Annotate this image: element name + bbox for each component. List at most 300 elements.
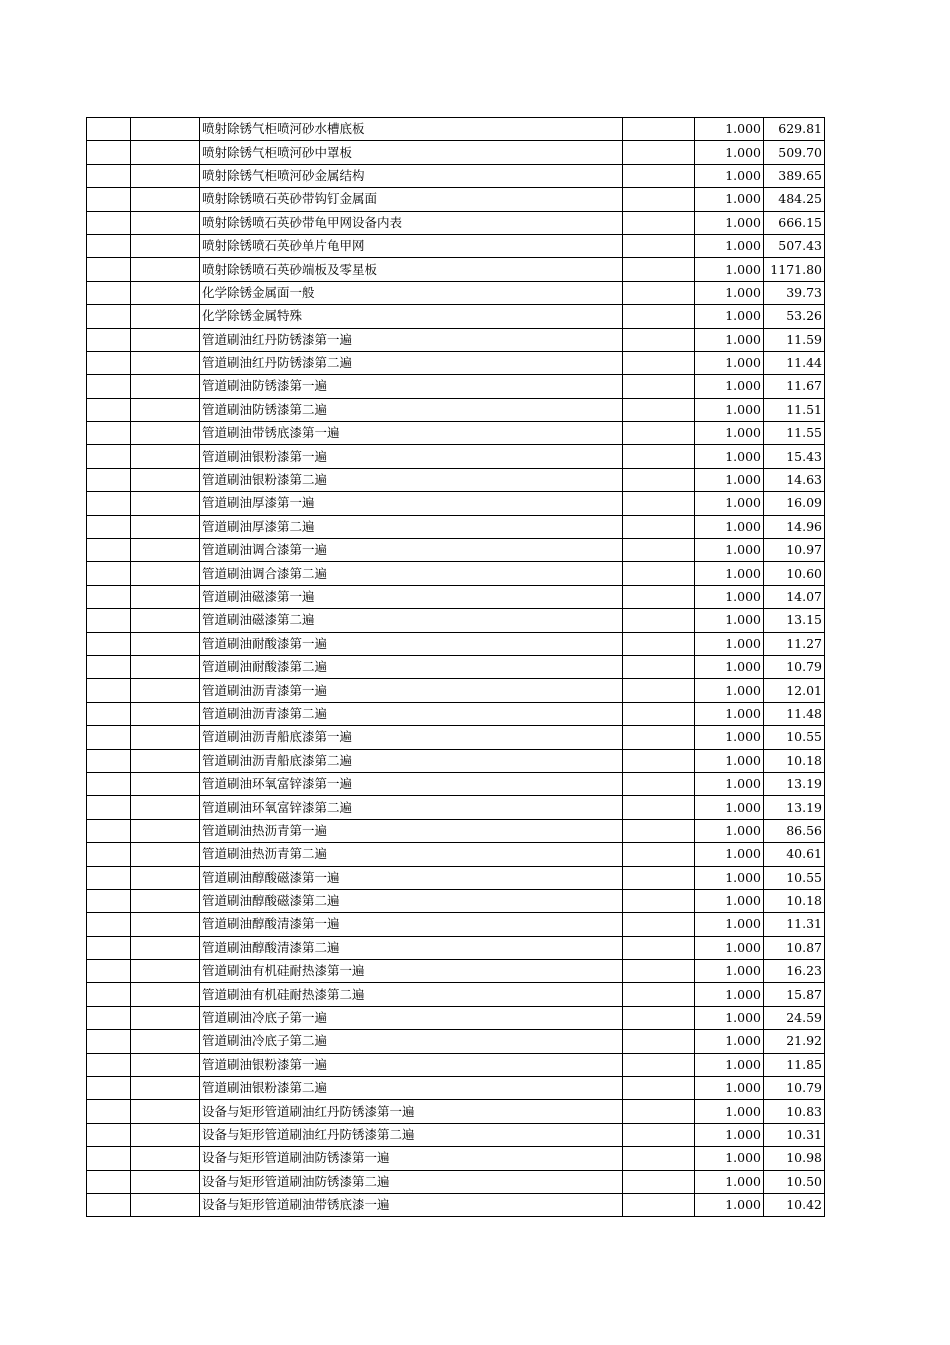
blank-cell-b[interactable] bbox=[131, 351, 200, 374]
price-table bbox=[86, 117, 825, 1217]
item-name-cell[interactable]: 管道刷油调合漆第二遍 bbox=[200, 562, 623, 585]
quantity-cell[interactable]: 1.000 bbox=[695, 281, 764, 304]
blank-cell-d[interactable] bbox=[623, 539, 695, 562]
blank-cell-d[interactable] bbox=[623, 1147, 695, 1170]
blank-cell-b[interactable] bbox=[131, 492, 200, 515]
blank-cell-d[interactable] bbox=[623, 726, 695, 749]
blank-cell-b[interactable] bbox=[131, 1123, 200, 1146]
blank-cell-b[interactable] bbox=[131, 655, 200, 678]
blank-cell-a[interactable] bbox=[87, 983, 131, 1006]
table-row bbox=[87, 188, 825, 211]
quantity-cell[interactable]: 1.000 bbox=[695, 398, 764, 421]
quantity-cell[interactable]: 1.000 bbox=[695, 1123, 764, 1146]
blank-cell-a[interactable] bbox=[87, 422, 131, 445]
blank-cell-b[interactable] bbox=[131, 515, 200, 538]
price-cell[interactable]: 10.79 bbox=[764, 655, 825, 678]
table-row bbox=[87, 1053, 825, 1076]
blank-cell-a[interactable] bbox=[87, 141, 131, 164]
quantity-cell[interactable]: 1.000 bbox=[695, 609, 764, 632]
blank-cell-b[interactable] bbox=[131, 843, 200, 866]
quantity-cell[interactable]: 1.000 bbox=[695, 539, 764, 562]
blank-cell-b[interactable] bbox=[131, 1053, 200, 1076]
item-name-cell[interactable]: 喷射除锈喷石英砂单片龟甲网 bbox=[200, 234, 623, 257]
blank-cell-b[interactable] bbox=[131, 398, 200, 421]
price-cell[interactable]: 11.48 bbox=[764, 702, 825, 725]
price-cell[interactable]: 10.18 bbox=[764, 749, 825, 772]
blank-cell-b[interactable] bbox=[131, 281, 200, 304]
quantity-cell[interactable]: 1.000 bbox=[695, 188, 764, 211]
quantity-cell[interactable]: 1.000 bbox=[695, 819, 764, 842]
quantity-cell[interactable]: 1.000 bbox=[695, 492, 764, 515]
quantity-cell[interactable]: 1.000 bbox=[695, 702, 764, 725]
item-name-cell[interactable]: 管道刷油带锈底漆第一遍 bbox=[200, 422, 623, 445]
item-name-cell[interactable]: 设备与矩形管道刷油红丹防锈漆第二遍 bbox=[200, 1123, 623, 1146]
blank-cell-d[interactable] bbox=[623, 936, 695, 959]
blank-cell-a[interactable] bbox=[87, 1147, 131, 1170]
blank-cell-d[interactable] bbox=[623, 211, 695, 234]
price-cell[interactable]: 10.55 bbox=[764, 866, 825, 889]
quantity-cell[interactable]: 1.000 bbox=[695, 796, 764, 819]
item-name-cell[interactable]: 管道刷油红丹防锈漆第一遍 bbox=[200, 328, 623, 351]
blank-cell-a[interactable] bbox=[87, 375, 131, 398]
blank-cell-a[interactable] bbox=[87, 164, 131, 187]
price-cell[interactable]: 40.61 bbox=[764, 843, 825, 866]
item-name-cell[interactable]: 管道刷油热沥青第一遍 bbox=[200, 819, 623, 842]
quantity-cell[interactable]: 1.000 bbox=[695, 1100, 764, 1123]
price-cell[interactable]: 10.87 bbox=[764, 936, 825, 959]
blank-cell-b[interactable] bbox=[131, 211, 200, 234]
item-name-cell[interactable]: 管道刷油醇酸清漆第二遍 bbox=[200, 936, 623, 959]
blank-cell-a[interactable] bbox=[87, 796, 131, 819]
blank-cell-d[interactable] bbox=[623, 422, 695, 445]
blank-cell-d[interactable] bbox=[623, 1053, 695, 1076]
blank-cell-a[interactable] bbox=[87, 726, 131, 749]
price-cell[interactable]: 11.59 bbox=[764, 328, 825, 351]
blank-cell-b[interactable] bbox=[131, 375, 200, 398]
blank-cell-b[interactable] bbox=[131, 702, 200, 725]
quantity-cell[interactable]: 1.000 bbox=[695, 889, 764, 912]
item-name-cell[interactable]: 化学除锈金属面一般 bbox=[200, 281, 623, 304]
blank-cell-b[interactable] bbox=[131, 796, 200, 819]
blank-cell-b[interactable] bbox=[131, 1077, 200, 1100]
quantity-cell[interactable]: 1.000 bbox=[695, 1193, 764, 1216]
quantity-cell[interactable]: 1.000 bbox=[695, 445, 764, 468]
table-row bbox=[87, 1030, 825, 1053]
quantity-cell[interactable]: 1.000 bbox=[695, 1030, 764, 1053]
blank-cell-a[interactable] bbox=[87, 1053, 131, 1076]
quantity-cell[interactable]: 1.000 bbox=[695, 1147, 764, 1170]
blank-cell-d[interactable] bbox=[623, 118, 695, 141]
blank-cell-b[interactable] bbox=[131, 422, 200, 445]
blank-cell-d[interactable] bbox=[623, 609, 695, 632]
item-name-cell[interactable]: 管道刷油醇酸清漆第一遍 bbox=[200, 913, 623, 936]
quantity-cell[interactable]: 1.000 bbox=[695, 1077, 764, 1100]
blank-cell-a[interactable] bbox=[87, 889, 131, 912]
quantity-cell[interactable]: 1.000 bbox=[695, 679, 764, 702]
item-name-cell[interactable]: 管道刷油磁漆第二遍 bbox=[200, 609, 623, 632]
blank-cell-d[interactable] bbox=[623, 1170, 695, 1193]
quantity-cell[interactable]: 1.000 bbox=[695, 351, 764, 374]
blank-cell-b[interactable] bbox=[131, 1100, 200, 1123]
blank-cell-d[interactable] bbox=[623, 515, 695, 538]
quantity-cell[interactable]: 1.000 bbox=[695, 1006, 764, 1029]
blank-cell-d[interactable] bbox=[623, 1030, 695, 1053]
blank-cell-d[interactable] bbox=[623, 796, 695, 819]
item-name-cell[interactable]: 管道刷油沥青船底漆第一遍 bbox=[200, 726, 623, 749]
blank-cell-a[interactable] bbox=[87, 749, 131, 772]
blank-cell-d[interactable] bbox=[623, 375, 695, 398]
quantity-cell[interactable]: 1.000 bbox=[695, 655, 764, 678]
blank-cell-d[interactable] bbox=[623, 141, 695, 164]
price-cell[interactable]: 389.65 bbox=[764, 164, 825, 187]
item-name-cell[interactable]: 喷射除锈喷石英砂带钩钉金属面 bbox=[200, 188, 623, 211]
price-cell[interactable]: 12.01 bbox=[764, 679, 825, 702]
table-row bbox=[87, 562, 825, 585]
blank-cell-b[interactable] bbox=[131, 1193, 200, 1216]
table-row bbox=[87, 258, 825, 281]
blank-cell-d[interactable] bbox=[623, 188, 695, 211]
quantity-cell[interactable]: 1.000 bbox=[695, 422, 764, 445]
blank-cell-a[interactable] bbox=[87, 188, 131, 211]
blank-cell-a[interactable] bbox=[87, 492, 131, 515]
blank-cell-b[interactable] bbox=[131, 468, 200, 491]
blank-cell-a[interactable] bbox=[87, 960, 131, 983]
quantity-cell[interactable]: 1.000 bbox=[695, 585, 764, 608]
item-name-cell[interactable]: 喷射除锈喷石英砂端板及零星板 bbox=[200, 258, 623, 281]
item-name-cell[interactable]: 管道刷油冷底子第二遍 bbox=[200, 1030, 623, 1053]
blank-cell-b[interactable] bbox=[131, 960, 200, 983]
blank-cell-a[interactable] bbox=[87, 1030, 131, 1053]
blank-cell-a[interactable] bbox=[87, 351, 131, 374]
price-cell[interactable]: 11.31 bbox=[764, 913, 825, 936]
item-name-cell[interactable]: 管道刷油沥青漆第一遍 bbox=[200, 679, 623, 702]
item-name-cell[interactable]: 管道刷油醇酸磁漆第一遍 bbox=[200, 866, 623, 889]
table-row bbox=[87, 351, 825, 374]
item-name-cell[interactable]: 设备与矩形管道刷油防锈漆第二遍 bbox=[200, 1170, 623, 1193]
quantity-cell[interactable]: 1.000 bbox=[695, 328, 764, 351]
blank-cell-a[interactable] bbox=[87, 655, 131, 678]
price-cell[interactable]: 15.87 bbox=[764, 983, 825, 1006]
table-row bbox=[87, 1147, 825, 1170]
blank-cell-d[interactable] bbox=[623, 702, 695, 725]
price-cell[interactable]: 10.98 bbox=[764, 1147, 825, 1170]
table-row bbox=[87, 796, 825, 819]
blank-cell-a[interactable] bbox=[87, 609, 131, 632]
blank-cell-a[interactable] bbox=[87, 702, 131, 725]
blank-cell-d[interactable] bbox=[623, 679, 695, 702]
quantity-cell[interactable]: 1.000 bbox=[695, 749, 764, 772]
blank-cell-b[interactable] bbox=[131, 1147, 200, 1170]
price-cell[interactable]: 10.42 bbox=[764, 1193, 825, 1216]
blank-cell-d[interactable] bbox=[623, 445, 695, 468]
item-name-cell[interactable]: 喷射除锈喷石英砂带龟甲网设备内表 bbox=[200, 211, 623, 234]
blank-cell-a[interactable] bbox=[87, 585, 131, 608]
quantity-cell[interactable]: 1.000 bbox=[695, 234, 764, 257]
blank-cell-b[interactable] bbox=[131, 234, 200, 257]
table-row bbox=[87, 655, 825, 678]
blank-cell-d[interactable] bbox=[623, 1006, 695, 1029]
quantity-cell[interactable]: 1.000 bbox=[695, 913, 764, 936]
price-cell[interactable]: 1171.80 bbox=[764, 258, 825, 281]
blank-cell-b[interactable] bbox=[131, 819, 200, 842]
blank-cell-d[interactable] bbox=[623, 164, 695, 187]
item-name-cell[interactable]: 喷射除锈气柜喷河砂中罩板 bbox=[200, 141, 623, 164]
blank-cell-d[interactable] bbox=[623, 1077, 695, 1100]
item-name-cell[interactable]: 管道刷油耐酸漆第一遍 bbox=[200, 632, 623, 655]
item-name-cell[interactable]: 管道刷油环氧富锌漆第二遍 bbox=[200, 796, 623, 819]
blank-cell-a[interactable] bbox=[87, 1193, 131, 1216]
item-name-cell[interactable]: 管道刷油沥青船底漆第二遍 bbox=[200, 749, 623, 772]
price-cell[interactable]: 14.96 bbox=[764, 515, 825, 538]
price-cell[interactable]: 11.27 bbox=[764, 632, 825, 655]
blank-cell-d[interactable] bbox=[623, 258, 695, 281]
blank-cell-d[interactable] bbox=[623, 234, 695, 257]
blank-cell-b[interactable] bbox=[131, 609, 200, 632]
blank-cell-b[interactable] bbox=[131, 1030, 200, 1053]
item-name-cell[interactable]: 管道刷油磁漆第一遍 bbox=[200, 585, 623, 608]
blank-cell-a[interactable] bbox=[87, 772, 131, 795]
price-cell[interactable]: 10.83 bbox=[764, 1100, 825, 1123]
quantity-cell[interactable]: 1.000 bbox=[695, 960, 764, 983]
blank-cell-d[interactable] bbox=[623, 468, 695, 491]
table-row bbox=[87, 1123, 825, 1146]
price-cell[interactable]: 10.97 bbox=[764, 539, 825, 562]
price-cell[interactable]: 15.43 bbox=[764, 445, 825, 468]
price-cell[interactable]: 11.51 bbox=[764, 398, 825, 421]
blank-cell-a[interactable] bbox=[87, 258, 131, 281]
blank-cell-a[interactable] bbox=[87, 234, 131, 257]
item-name-cell[interactable]: 管道刷油调合漆第一遍 bbox=[200, 539, 623, 562]
quantity-cell[interactable]: 1.000 bbox=[695, 726, 764, 749]
blank-cell-b[interactable] bbox=[131, 188, 200, 211]
quantity-cell[interactable]: 1.000 bbox=[695, 562, 764, 585]
blank-cell-b[interactable] bbox=[131, 1006, 200, 1029]
blank-cell-d[interactable] bbox=[623, 819, 695, 842]
blank-cell-d[interactable] bbox=[623, 1100, 695, 1123]
blank-cell-a[interactable] bbox=[87, 468, 131, 491]
quantity-cell[interactable]: 1.000 bbox=[695, 515, 764, 538]
price-cell[interactable]: 10.18 bbox=[764, 889, 825, 912]
blank-cell-b[interactable] bbox=[131, 445, 200, 468]
price-cell[interactable]: 484.25 bbox=[764, 188, 825, 211]
price-cell[interactable]: 86.56 bbox=[764, 819, 825, 842]
item-name-cell[interactable]: 管道刷油防锈漆第一遍 bbox=[200, 375, 623, 398]
item-name-cell[interactable]: 管道刷油醇酸磁漆第二遍 bbox=[200, 889, 623, 912]
quantity-cell[interactable]: 1.000 bbox=[695, 211, 764, 234]
blank-cell-d[interactable] bbox=[623, 328, 695, 351]
price-cell[interactable]: 10.31 bbox=[764, 1123, 825, 1146]
table-row bbox=[87, 1006, 825, 1029]
blank-cell-b[interactable] bbox=[131, 328, 200, 351]
quantity-cell[interactable]: 1.000 bbox=[695, 1170, 764, 1193]
table-row bbox=[87, 234, 825, 257]
item-name-cell[interactable]: 管道刷油银粉漆第一遍 bbox=[200, 1053, 623, 1076]
blank-cell-d[interactable] bbox=[623, 889, 695, 912]
item-name-cell[interactable]: 管道刷油银粉漆第二遍 bbox=[200, 468, 623, 491]
price-cell[interactable]: 11.85 bbox=[764, 1053, 825, 1076]
blank-cell-a[interactable] bbox=[87, 328, 131, 351]
blank-cell-d[interactable] bbox=[623, 843, 695, 866]
item-name-cell[interactable]: 管道刷油银粉漆第一遍 bbox=[200, 445, 623, 468]
price-cell[interactable]: 14.07 bbox=[764, 585, 825, 608]
item-name-cell[interactable]: 管道刷油厚漆第二遍 bbox=[200, 515, 623, 538]
price-cell[interactable]: 507.43 bbox=[764, 234, 825, 257]
quantity-cell[interactable]: 1.000 bbox=[695, 141, 764, 164]
blank-cell-d[interactable] bbox=[623, 1123, 695, 1146]
blank-cell-d[interactable] bbox=[623, 398, 695, 421]
item-name-cell[interactable]: 管道刷油冷底子第一遍 bbox=[200, 1006, 623, 1029]
blank-cell-b[interactable] bbox=[131, 936, 200, 959]
item-name-cell[interactable]: 管道刷油银粉漆第二遍 bbox=[200, 1077, 623, 1100]
blank-cell-d[interactable] bbox=[623, 655, 695, 678]
price-cell[interactable]: 14.63 bbox=[764, 468, 825, 491]
blank-cell-a[interactable] bbox=[87, 1077, 131, 1100]
blank-cell-d[interactable] bbox=[623, 305, 695, 328]
blank-cell-d[interactable] bbox=[623, 749, 695, 772]
quantity-cell[interactable]: 1.000 bbox=[695, 983, 764, 1006]
price-cell[interactable]: 53.26 bbox=[764, 305, 825, 328]
price-cell[interactable]: 629.81 bbox=[764, 118, 825, 141]
table-row bbox=[87, 422, 825, 445]
blank-cell-b[interactable] bbox=[131, 539, 200, 562]
price-cell[interactable]: 11.55 bbox=[764, 422, 825, 445]
quantity-cell[interactable]: 1.000 bbox=[695, 632, 764, 655]
price-cell[interactable]: 13.19 bbox=[764, 772, 825, 795]
item-name-cell[interactable]: 管道刷油沥青漆第二遍 bbox=[200, 702, 623, 725]
blank-cell-a[interactable] bbox=[87, 305, 131, 328]
blank-cell-a[interactable] bbox=[87, 515, 131, 538]
quantity-cell[interactable]: 1.000 bbox=[695, 118, 764, 141]
blank-cell-b[interactable] bbox=[131, 726, 200, 749]
blank-cell-b[interactable] bbox=[131, 305, 200, 328]
price-cell[interactable]: 13.15 bbox=[764, 609, 825, 632]
blank-cell-a[interactable] bbox=[87, 211, 131, 234]
item-name-cell[interactable]: 管道刷油热沥青第二遍 bbox=[200, 843, 623, 866]
item-name-cell[interactable]: 管道刷油有机硅耐热漆第二遍 bbox=[200, 983, 623, 1006]
blank-cell-b[interactable] bbox=[131, 983, 200, 1006]
blank-cell-a[interactable] bbox=[87, 866, 131, 889]
blank-cell-a[interactable] bbox=[87, 539, 131, 562]
item-name-cell[interactable]: 喷射除锈气柜喷河砂金属结构 bbox=[200, 164, 623, 187]
blank-cell-b[interactable] bbox=[131, 913, 200, 936]
quantity-cell[interactable]: 1.000 bbox=[695, 936, 764, 959]
item-name-cell[interactable]: 设备与矩形管道刷油防锈漆第一遍 bbox=[200, 1147, 623, 1170]
quantity-cell[interactable]: 1.000 bbox=[695, 375, 764, 398]
price-cell[interactable]: 666.15 bbox=[764, 211, 825, 234]
blank-cell-a[interactable] bbox=[87, 445, 131, 468]
item-name-cell[interactable]: 管道刷油红丹防锈漆第二遍 bbox=[200, 351, 623, 374]
item-name-cell[interactable]: 喷射除锈气柜喷河砂水槽底板 bbox=[200, 118, 623, 141]
price-cell[interactable]: 509.70 bbox=[764, 141, 825, 164]
quantity-cell[interactable]: 1.000 bbox=[695, 258, 764, 281]
blank-cell-d[interactable] bbox=[623, 281, 695, 304]
blank-cell-a[interactable] bbox=[87, 398, 131, 421]
item-name-cell[interactable]: 管道刷油环氧富锌漆第一遍 bbox=[200, 772, 623, 795]
blank-cell-b[interactable] bbox=[131, 1170, 200, 1193]
quantity-cell[interactable]: 1.000 bbox=[695, 305, 764, 328]
blank-cell-b[interactable] bbox=[131, 889, 200, 912]
blank-cell-a[interactable] bbox=[87, 843, 131, 866]
blank-cell-a[interactable] bbox=[87, 1006, 131, 1029]
blank-cell-b[interactable] bbox=[131, 141, 200, 164]
blank-cell-b[interactable] bbox=[131, 585, 200, 608]
blank-cell-d[interactable] bbox=[623, 1193, 695, 1216]
item-name-cell[interactable]: 管道刷油厚漆第一遍 bbox=[200, 492, 623, 515]
quantity-cell[interactable]: 1.000 bbox=[695, 772, 764, 795]
price-cell[interactable]: 16.23 bbox=[764, 960, 825, 983]
blank-cell-d[interactable] bbox=[623, 351, 695, 374]
blank-cell-b[interactable] bbox=[131, 679, 200, 702]
quantity-cell[interactable]: 1.000 bbox=[695, 843, 764, 866]
blank-cell-d[interactable] bbox=[623, 772, 695, 795]
blank-cell-b[interactable] bbox=[131, 632, 200, 655]
item-name-cell[interactable]: 管道刷油耐酸漆第二遍 bbox=[200, 655, 623, 678]
price-cell[interactable]: 21.92 bbox=[764, 1030, 825, 1053]
item-name-cell[interactable]: 设备与矩形管道刷油红丹防锈漆第一遍 bbox=[200, 1100, 623, 1123]
item-name-cell[interactable]: 管道刷油有机硅耐热漆第一遍 bbox=[200, 960, 623, 983]
item-name-cell[interactable]: 化学除锈金属特殊 bbox=[200, 305, 623, 328]
blank-cell-a[interactable] bbox=[87, 118, 131, 141]
price-cell[interactable]: 13.19 bbox=[764, 796, 825, 819]
price-table-body bbox=[87, 118, 825, 1217]
blank-cell-a[interactable] bbox=[87, 819, 131, 842]
price-cell[interactable]: 10.55 bbox=[764, 726, 825, 749]
blank-cell-b[interactable] bbox=[131, 562, 200, 585]
blank-cell-a[interactable] bbox=[87, 632, 131, 655]
blank-cell-b[interactable] bbox=[131, 749, 200, 772]
blank-cell-d[interactable] bbox=[623, 983, 695, 1006]
price-cell[interactable]: 10.60 bbox=[764, 562, 825, 585]
blank-cell-d[interactable] bbox=[623, 960, 695, 983]
price-cell[interactable]: 11.44 bbox=[764, 351, 825, 374]
blank-cell-a[interactable] bbox=[87, 936, 131, 959]
blank-cell-d[interactable] bbox=[623, 913, 695, 936]
table-row bbox=[87, 983, 825, 1006]
blank-cell-b[interactable] bbox=[131, 258, 200, 281]
blank-cell-a[interactable] bbox=[87, 1123, 131, 1146]
blank-cell-b[interactable] bbox=[131, 164, 200, 187]
item-name-cell[interactable]: 管道刷油防锈漆第二遍 bbox=[200, 398, 623, 421]
blank-cell-d[interactable] bbox=[623, 866, 695, 889]
blank-cell-a[interactable] bbox=[87, 913, 131, 936]
table-row bbox=[87, 609, 825, 632]
table-row bbox=[87, 819, 825, 842]
blank-cell-b[interactable] bbox=[131, 866, 200, 889]
quantity-cell[interactable]: 1.000 bbox=[695, 1053, 764, 1076]
blank-cell-a[interactable] bbox=[87, 1100, 131, 1123]
price-cell[interactable]: 16.09 bbox=[764, 492, 825, 515]
blank-cell-d[interactable] bbox=[623, 585, 695, 608]
blank-cell-b[interactable] bbox=[131, 772, 200, 795]
blank-cell-a[interactable] bbox=[87, 281, 131, 304]
price-cell[interactable]: 10.79 bbox=[764, 1077, 825, 1100]
blank-cell-d[interactable] bbox=[623, 562, 695, 585]
blank-cell-a[interactable] bbox=[87, 679, 131, 702]
blank-cell-b[interactable] bbox=[131, 118, 200, 141]
quantity-cell[interactable]: 1.000 bbox=[695, 866, 764, 889]
quantity-cell[interactable]: 1.000 bbox=[695, 468, 764, 491]
blank-cell-a[interactable] bbox=[87, 1170, 131, 1193]
price-cell[interactable]: 39.73 bbox=[764, 281, 825, 304]
blank-cell-a[interactable] bbox=[87, 562, 131, 585]
quantity-cell[interactable]: 1.000 bbox=[695, 164, 764, 187]
price-cell[interactable]: 11.67 bbox=[764, 375, 825, 398]
blank-cell-d[interactable] bbox=[623, 632, 695, 655]
price-cell[interactable]: 10.50 bbox=[764, 1170, 825, 1193]
item-name-cell[interactable]: 设备与矩形管道刷油带锈底漆一遍 bbox=[200, 1193, 623, 1216]
price-cell[interactable]: 24.59 bbox=[764, 1006, 825, 1029]
blank-cell-d[interactable] bbox=[623, 492, 695, 515]
